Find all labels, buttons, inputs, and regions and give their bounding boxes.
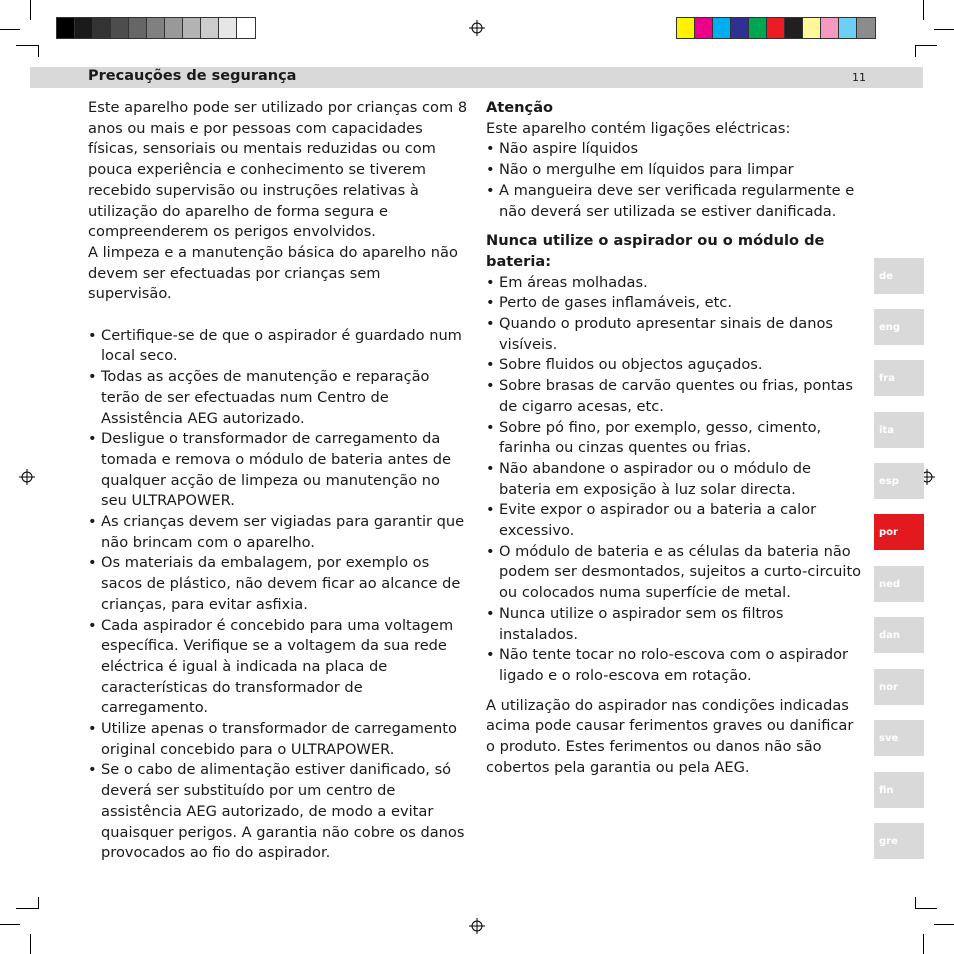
crop-mark [38, 45, 39, 57]
registration-target-icon [469, 20, 485, 36]
color-swatch [57, 18, 75, 38]
list-item: • Utilize apenas o transformador de carregamento original concebido para o ULTRAPOWER. [88, 719, 468, 760]
page-number: 11 [852, 71, 866, 84]
color-swatch [803, 18, 821, 38]
left-column [88, 98, 468, 864]
section-title: Precauções de segurança [88, 68, 297, 84]
language-tab-ned[interactable]: ned [874, 566, 924, 602]
color-swatch [129, 18, 147, 38]
registration-target-icon [19, 469, 35, 485]
language-tab-sve[interactable]: sve [874, 720, 924, 756]
warning-list [486, 139, 866, 222]
crop-mark [915, 45, 937, 46]
color-swatch [767, 18, 785, 38]
list-item: • A mangueira deve ser verificada regularmente e não deverá ser utilizada se estiver danificada. [486, 181, 866, 222]
safety-list [88, 326, 468, 864]
language-tab-nor[interactable]: nor [874, 669, 924, 705]
crop-mark [0, 924, 20, 925]
crop-mark [38, 897, 39, 909]
color-calibration-bar [676, 17, 876, 39]
color-swatch [111, 18, 129, 38]
closing-paragraph: A utilização do aspirador nas condições indicadas acima pode causar ferimentos graves ou danificar o produto. Estes ferimentos ou danos não são cobertos pela garantia ou pela AEG. [486, 696, 854, 776]
list-item: • Se o cabo de alimentação estiver danificado, só deverá ser substituído por um centro de assistência AEG autorizado, de modo a evitar quaisquer perigos. A garantia não cobre os danos provocados ao fio do aspirador. [88, 760, 468, 864]
crop-mark [30, 934, 31, 954]
list-item: • Quando o produto apresentar sinais de danos visíveis. [486, 314, 866, 355]
list-item: • Nunca utilize o aspirador sem os filtros instalados. [486, 604, 866, 645]
color-swatch [237, 18, 255, 38]
color-swatch [183, 18, 201, 38]
grayscale-calibration-bar [56, 17, 256, 39]
never-use-list [486, 273, 866, 687]
intro-paragraph: A limpeza e a manutenção básica do aparelho não devem ser efectuadas por crianças sem supervisão. [88, 243, 458, 303]
color-swatch [147, 18, 165, 38]
list-item: • O módulo de bateria e as células da bateria não podem ser desmontados, sujeitos a curto-circuito ou colocados numa superfície de metal. [486, 542, 866, 604]
list-item: • As crianças devem ser vigiadas para garantir que não brincam com o aparelho. [88, 512, 468, 553]
language-tab-por[interactable]: por [874, 514, 924, 550]
color-swatch [713, 18, 731, 38]
language-tab-ita[interactable]: ita [874, 412, 924, 448]
language-tab-de[interactable]: de [874, 258, 924, 294]
list-item: • Perto de gases inflamáveis, etc. [486, 293, 866, 314]
color-swatch [201, 18, 219, 38]
warning-intro: Este aparelho contém ligações eléctricas: [486, 119, 791, 137]
crop-mark [923, 934, 924, 954]
warning-heading: Atenção [486, 99, 554, 116]
list-item: • Evite expor o aspirador ou a bateria a calor excessivo. [486, 500, 866, 541]
crop-mark [915, 908, 937, 909]
language-tab-esp[interactable]: esp [874, 463, 924, 499]
color-swatch [93, 18, 111, 38]
color-swatch [677, 18, 695, 38]
color-swatch [75, 18, 93, 38]
language-tab-dan[interactable]: dan [874, 617, 924, 653]
crop-mark [16, 908, 38, 909]
crop-mark [923, 0, 924, 20]
crop-mark [934, 29, 954, 30]
color-swatch [857, 18, 875, 38]
color-swatch [165, 18, 183, 38]
list-item: • Certifique-se de que o aspirador é guardado num local seco. [88, 326, 468, 367]
list-item: • Os materiais da embalagem, por exemplo os sacos de plástico, não devem ficar ao alcance de crianças, para evitar asfixia. [88, 553, 468, 615]
color-swatch [749, 18, 767, 38]
language-tab-eng[interactable]: eng [874, 309, 924, 345]
list-item: • Não tente tocar no rolo-escova com o aspirador ligado e o rolo-escova em rotação. [486, 645, 866, 686]
list-item: • Sobre pó fino, por exemplo, gesso, cimento, farinha ou cinzas quentes ou frias. [486, 418, 866, 459]
language-tab-fin[interactable]: fin [874, 772, 924, 808]
color-swatch [839, 18, 857, 38]
list-item: • Não aspire líquidos [486, 139, 866, 160]
list-item: • Não abandone o aspirador ou o módulo de bateria em exposição à luz solar directa. [486, 459, 866, 500]
crop-mark [30, 0, 31, 20]
right-column [486, 98, 866, 779]
language-tab-gre[interactable]: gre [874, 823, 924, 859]
language-tab-fra[interactable]: fra [874, 360, 924, 396]
color-swatch [785, 18, 803, 38]
crop-mark [934, 924, 954, 925]
color-swatch [695, 18, 713, 38]
list-item: • Sobre fluidos ou objectos aguçados. [486, 355, 866, 376]
intro-paragraph: Este aparelho pode ser utilizado por crianças com 8 anos ou mais e por pessoas com capacidades físicas, sensoriais ou mentais reduzidas ou com pouca experiência e conhecimento se tiverem recebido supervisão ou instruções relativas à utilização do aparelho de forma segura e compreenderem os perigos envolvidos. [88, 99, 468, 241]
crop-mark [16, 45, 38, 46]
registration-target-icon [469, 918, 485, 934]
list-item: • Em áreas molhadas. [486, 273, 866, 294]
color-swatch [821, 18, 839, 38]
list-item: • Cada aspirador é concebido para uma voltagem específica. Verifique se a voltagem da sua rede eléctrica é igual à indicada na placa de características do transformador de carregamento. [88, 616, 468, 720]
never-use-heading: Nunca utilize o aspirador ou o módulo de bateria: [486, 232, 825, 270]
crop-mark [0, 29, 20, 30]
list-item: • Não o mergulhe em líquidos para limpar [486, 160, 866, 181]
crop-mark [915, 45, 916, 57]
color-swatch [219, 18, 237, 38]
color-swatch [731, 18, 749, 38]
list-item: • Todas as acções de manutenção e reparação terão de ser efectuadas num Centro de Assistência AEG autorizado. [88, 367, 468, 429]
list-item: • Desligue o transformador de carregamento da tomada e remova o módulo de bateria antes de qualquer acção de limpeza ou manutenção no seu ULTRAPOWER. [88, 429, 468, 512]
list-item: • Sobre brasas de carvão quentes ou frias, pontas de cigarro acesas, etc. [486, 376, 866, 417]
